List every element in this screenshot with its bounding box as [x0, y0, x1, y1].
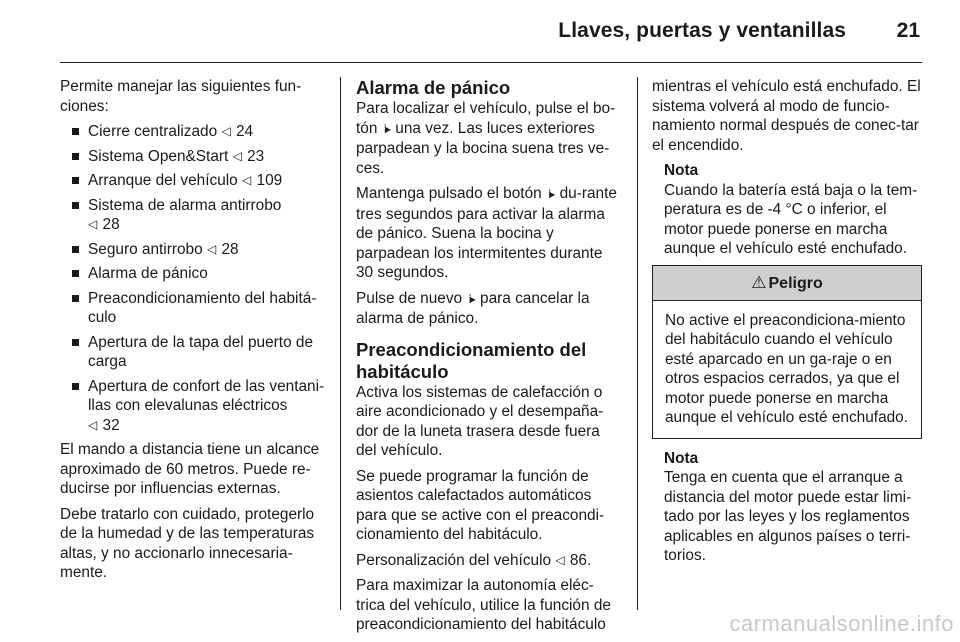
- page-header: [60, 0, 922, 63]
- page-ref-icon: ◁: [221, 124, 231, 138]
- bullet-square-icon: [72, 128, 79, 135]
- danger-box: [652, 265, 922, 439]
- paragraph: Activa los sistemas de calefacción o aire acondicionado y el desempaña-dor de la luneta trasera desde fuera del vehículo.: [356, 383, 604, 459]
- page-ref-icon: ◁: [88, 217, 98, 231]
- column-1: [60, 77, 326, 589]
- note-label: Nota: [664, 162, 699, 179]
- bullet-square-icon: [72, 202, 79, 209]
- warning-triangle-icon: ⚠: [751, 272, 767, 292]
- paragraph: Pulse de nuevo ⁞▸ para cancelar la alarma de pánico.: [356, 289, 590, 327]
- list-item: Apertura de la tapa del puerto de carga: [60, 333, 326, 372]
- column-divider: [637, 77, 638, 610]
- page-ref-icon: ◁: [555, 552, 565, 567]
- bullet-square-icon: [72, 270, 79, 277]
- section-heading-panic-alarm: Alarma de pánico: [356, 77, 511, 98]
- bullet-square-icon: [72, 246, 79, 253]
- panic-key-icon: ⁞▸: [468, 291, 474, 306]
- page-ref-icon: ◁: [206, 241, 217, 256]
- note-block: [652, 161, 922, 259]
- note-text: Cuando la batería está baja o la tem-peratura es de -4 °C o inferior, el motor puede ponerse en marcha aunque el vehículo esté enchufado.: [664, 181, 918, 257]
- list-item: Seguro antirrobo ◁ 28: [60, 240, 326, 260]
- watermark: carmanualsonline.info: [729, 611, 954, 636]
- care-text: Debe tratarlo con cuidado, protegerlo de la humedad y de las temperaturas altas, y no accionarlo innecesaria-mente.: [60, 505, 315, 581]
- panic-key-icon: ⁞▸: [547, 187, 554, 201]
- column-3: [652, 77, 922, 572]
- bullet-square-icon: [72, 339, 79, 346]
- section-heading-preconditioning: Preacondicionamiento del habitáculo: [356, 338, 587, 382]
- list-item: Sistema de alarma antirrobo ◁ 28: [60, 196, 326, 235]
- intro-text: Permite manejar las siguientes fun-ciones:: [60, 78, 302, 115]
- page-number: 21: [896, 19, 920, 42]
- paragraph: Personalización del vehículo ◁ 86.: [356, 551, 592, 569]
- column-divider: [340, 77, 341, 610]
- bullet-square-icon: [72, 383, 79, 390]
- panic-key-icon: ⁞▸: [383, 121, 390, 136]
- paragraph: mientras el vehículo está enchufado. El sistema volverá al modo de funcio-namiento normal después de conec-tar el encendido.: [652, 78, 921, 154]
- page-ref-icon: ◁: [88, 417, 98, 432]
- page-ref-icon: ◁: [242, 173, 252, 187]
- note-text: Tenga en cuenta que el arranque a distancia del motor puede estar limi-tado por las leyes y los reglamentos aplicables en algunos países o terri-torios.: [664, 469, 912, 564]
- note-block: [652, 449, 922, 566]
- paragraph: Mantenga pulsado el botón ⁞▸ du-rante tres segundos para activar la alarma de pánico. Suena la bocina y parpadean los intermitentes durante 30 segundos.: [356, 185, 617, 281]
- bullet-square-icon: [72, 177, 79, 184]
- paragraph: Para localizar el vehículo, pulse el bo-tón ⁞▸ una vez. Las luces exteriores parpadean y la bocina suena tres ve-ces.: [356, 100, 616, 177]
- bullet-square-icon: [72, 153, 79, 160]
- paragraph: Se puede programar la función de asientos calefactados automáticos para que se active con el preacondi-cionamiento del habitáculo.: [356, 467, 605, 543]
- list-item: Arranque del vehículo ◁ 109: [60, 171, 326, 191]
- note-label: Nota: [664, 449, 699, 467]
- danger-title: Peligro: [768, 274, 823, 292]
- list-item: Preacondicionamiento del habitá-culo: [60, 289, 326, 328]
- column-2: [356, 77, 622, 641]
- danger-header: [653, 266, 921, 301]
- bullet-square-icon: [72, 295, 79, 302]
- list-item: Alarma de pánico: [60, 264, 326, 284]
- page-ref-icon: ◁: [232, 148, 242, 163]
- list-item: Apertura de confort de las ventani-llas con elevalunas eléctricos ◁ 32: [60, 377, 326, 436]
- paragraph: Para maximizar la autonomía eléc-trica del vehículo, utilice la función de preacondicionamiento del habitáculo: [356, 577, 611, 633]
- page-title: Llaves, puertas y ventanillas: [558, 19, 846, 42]
- list-item: Cierre centralizado ◁ 24: [60, 122, 326, 142]
- danger-text: No active el preacondiciona-miento del habitáculo cuando el vehículo esté aparcado en un ga-raje o en otros espacios cerrados, ya que el motor puede ponerse en marcha aunque el vehículo esté enchufado.: [665, 311, 909, 426]
- range-text: El mando a distancia tiene un alcance aproximado de 60 metros. Puede re-ducirse por influencias externas.: [60, 441, 320, 497]
- list-item: Sistema Open&Start ◁ 23: [60, 147, 326, 167]
